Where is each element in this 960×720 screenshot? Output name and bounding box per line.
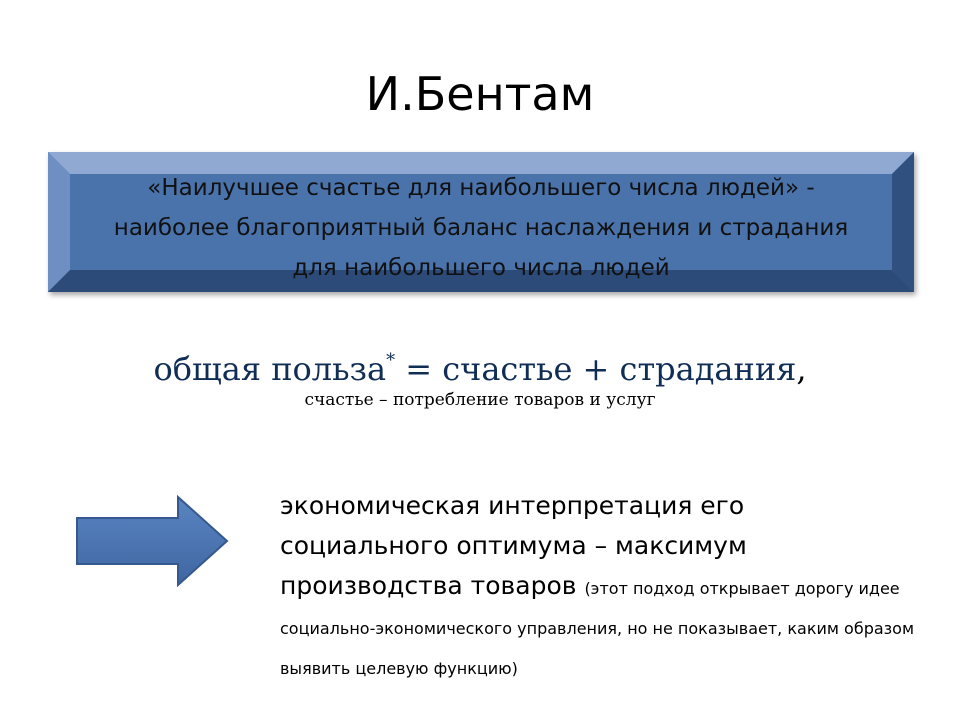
right-arrow-icon xyxy=(74,494,234,588)
formula-star: * xyxy=(386,350,396,371)
formula-rhs: = счастье + страдания xyxy=(395,350,797,388)
conclusion-note: (этот подход открывает дорогу идее социально-экономического управления, но не показывает, каким образом выявить целевую функцию) xyxy=(280,579,915,678)
quote-box xyxy=(48,152,914,292)
formula-lhs: общая польза xyxy=(153,350,387,388)
formula-main xyxy=(0,336,960,394)
conclusion-main: экономическая интерпретация его социального оптимума – максимум производства товаров xyxy=(280,491,747,600)
conclusion-text xyxy=(280,486,920,686)
slide-title: И.Бентам xyxy=(365,67,595,121)
formula-sub: счастье – потребление товаров и услуг xyxy=(304,390,656,410)
quote-text: «Наилучшее счастье для наибольшего числа людей» - наиболее благоприятный баланс наслаждения и страдания для наибольшего числа людей xyxy=(113,175,849,281)
formula-comma: , xyxy=(796,350,807,388)
